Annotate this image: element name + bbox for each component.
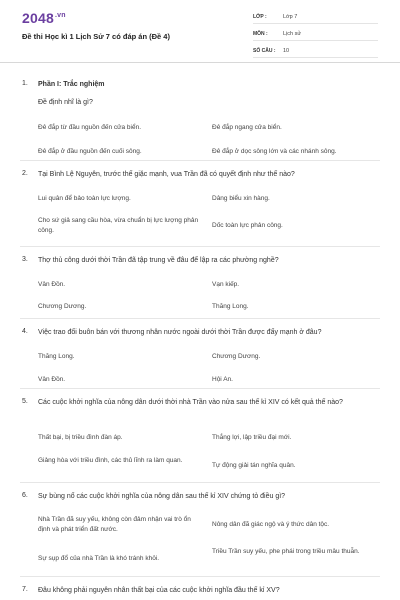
site-logo[interactable]: [22, 10, 66, 26]
question-number: 1.: [22, 80, 28, 87]
meta-value: 10: [283, 47, 290, 54]
logo-main: 2048: [22, 10, 54, 26]
answer-option[interactable]: Dâng biểu xin hàng.: [212, 195, 270, 202]
question-text: Phần I: Trắc nghiệm: [38, 81, 105, 88]
meta-label: SỐ CÂU :: [253, 47, 276, 54]
exam-meta: [253, 10, 378, 61]
answer-option[interactable]: Đê đắp ở đầu nguồn đến cuối sông.: [38, 148, 142, 155]
answer-option[interactable]: Đê đắp ngang cửa biển.: [212, 124, 282, 131]
question-number: 2.: [22, 170, 28, 177]
answer-option[interactable]: Lui quân để bảo toàn lực lượng.: [38, 195, 131, 202]
answer-option[interactable]: Vân Đồn.: [38, 281, 66, 288]
question-subtext: Đề định nhĩ là gì?: [38, 99, 93, 106]
answer-option[interactable]: Chương Dương.: [38, 303, 87, 310]
question-text: Sự bùng nổ các cuộc khởi nghĩa của nông dân sau thế kỉ XIV chứng tỏ điều gì?: [38, 493, 286, 500]
question-text: Các cuộc khởi nghĩa của nông dân dưới thời nhà Trần vào nửa sau thế kỉ XIV có kết quả thế nào?: [38, 399, 343, 406]
meta-value: Lịch sử: [283, 30, 302, 37]
answer-option[interactable]: Đê đắp từ đầu nguồn đến cửa biển.: [38, 124, 142, 131]
question-number: 5.: [22, 398, 28, 405]
answer-option[interactable]: Chương Dương.: [212, 353, 261, 360]
logo-suffix: .vn: [54, 12, 66, 20]
divider: [20, 388, 380, 389]
divider: [20, 160, 380, 161]
answer-option[interactable]: Vạn kiếp.: [212, 281, 240, 288]
question-text: Đâu không phải nguyên nhân thất bại của các cuộc khởi nghĩa đầu thế kỉ XV?: [38, 587, 280, 594]
divider: [20, 576, 380, 577]
meta-label: LỚP :: [253, 13, 267, 20]
page-header: [0, 0, 400, 63]
answer-option[interactable]: Nhà Trần đã suy yếu, không còn đảm nhận vai trò ổn định và phát triển đất nước.: [38, 516, 191, 533]
question-number: 4.: [22, 328, 28, 335]
answer-option[interactable]: Tự động giải tán nghĩa quân.: [212, 462, 296, 469]
question-number: 6.: [22, 492, 28, 499]
question-text: Thợ thủ công dưới thời Trần đã tập trung về đâu để lập ra các phường nghề?: [38, 257, 279, 264]
answer-option[interactable]: Đê đắp ở dọc sông lớn và các nhánh sông.: [212, 148, 337, 155]
answer-option[interactable]: Thắng lợi, lập triều đại mới.: [212, 434, 292, 441]
answer-option[interactable]: Sự sụp đổ của nhà Trần là khó tránh khỏi.: [38, 555, 160, 562]
answer-option[interactable]: Cho sứ giả sang cầu hòa, vừa chuẩn bị lực lượng phản công.: [38, 217, 199, 234]
meta-row-subject: [253, 27, 378, 41]
question-text: Tại Bình Lệ Nguyên, trước thế giặc mạnh, vua Trần đã có quyết định như thế nào?: [38, 171, 295, 178]
meta-row-count: [253, 44, 378, 58]
answer-option[interactable]: Triều Trần suy yếu, phe phái trong triều mâu thuẫn.: [212, 548, 360, 555]
question-text: Việc trao đổi buôn bán với thương nhân nước ngoài dưới thời Trần được đẩy mạnh ở đâu?: [38, 329, 322, 336]
answer-option[interactable]: Thất bại, bị triều đình đàn áp.: [38, 434, 123, 441]
meta-label: MÔN :: [253, 30, 268, 37]
answer-option[interactable]: Thăng Long.: [212, 303, 249, 310]
answer-option[interactable]: Nông dân đã giác ngộ và ý thức dân tộc.: [212, 521, 330, 528]
answer-option[interactable]: Hội An.: [212, 376, 233, 383]
divider: [20, 318, 380, 319]
divider: [20, 482, 380, 483]
question-number: 7.: [22, 586, 28, 593]
divider: [20, 246, 380, 247]
meta-value: Lớp 7: [283, 13, 298, 20]
answer-option[interactable]: Thăng Long.: [38, 353, 75, 360]
answer-option[interactable]: Vân Đồn.: [38, 376, 66, 383]
meta-row-class: [253, 10, 378, 24]
answer-option[interactable]: Giảng hòa với triều đình, các thủ lĩnh ra làm quan.: [38, 457, 183, 464]
page-title: Đề thi Học kì 1 Lịch Sử 7 có đáp án (Đề 4): [22, 32, 170, 41]
answer-option[interactable]: Dốc toàn lực phản công.: [212, 222, 283, 229]
question-number: 3.: [22, 256, 28, 263]
